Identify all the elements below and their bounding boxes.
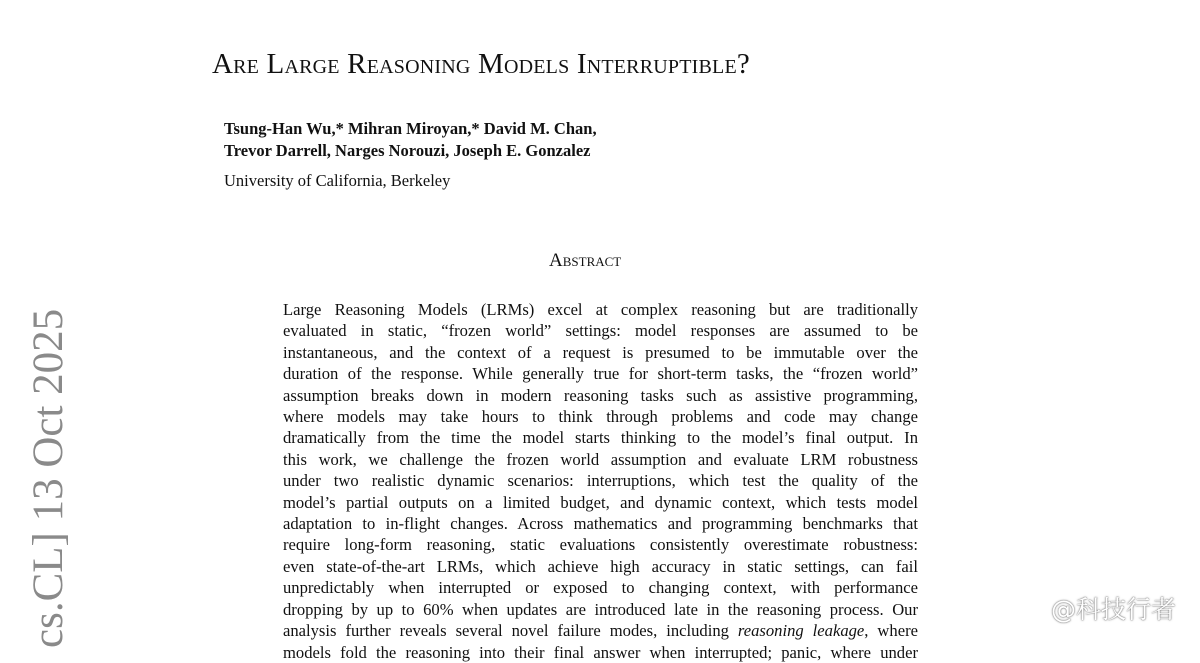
- affiliation: University of California, Berkeley: [224, 171, 451, 190]
- abstract-line: evaluated in static, “frozen world” settings: model responses are assumed to be: [283, 321, 918, 341]
- abstract-line: unpredictably when interrupted or exposed to changing context, with performance: [283, 578, 918, 598]
- abstract-body: [283, 299, 918, 662]
- abstract-line: dropping by up to 60% when updates are introduced late in the reasoning process. Our: [283, 599, 918, 619]
- authors-line-2: Trevor Darrell, Narges Norouzi, Joseph E. Gonzalez: [224, 141, 591, 160]
- abstract-line: where models may take hours to think through problems and code may change: [283, 407, 918, 427]
- abstract-line: even state-of-the-art LRMs, which achieve high accuracy in static settings, can fail: [283, 556, 918, 576]
- abstract-line: assumption breaks down in modern reasoning tasks such as assistive programming,: [283, 385, 918, 405]
- abstract-text: analysis further reveals several novel failure modes, including: [283, 621, 738, 641]
- abstract-line: this work, we challenge the frozen world assumption and evaluate LRM robustness: [283, 449, 918, 469]
- abstract-text: , where: [864, 621, 918, 641]
- abstract-line: Large Reasoning Models (LRMs) excel at complex reasoning but are traditionally: [283, 300, 918, 319]
- abstract-line-cut: models fold the reasoning into their final answer when interrupted; panic, where under: [283, 642, 918, 662]
- abstract-line: adaptation to in-flight changes. Across mathematics and programming benchmarks that: [283, 514, 918, 534]
- watermark-text: @科技行者: [1050, 595, 1176, 624]
- abstract-line: require long-form reasoning, static evaluations consistently overestimate robustness:: [283, 535, 918, 555]
- italic-term: reasoning leakage: [737, 621, 865, 641]
- watermark: [1031, 590, 1176, 626]
- abstract-line-16: [283, 620, 918, 641]
- arxiv-margin-stamp: cs.CL] 13 Oct 2025: [25, 308, 72, 648]
- abstract-line: model’s partial outputs on a limited budget, and dynamic context, which tests model: [283, 492, 918, 512]
- watermark-logo-icon: [1031, 602, 1049, 620]
- abstract-heading: Abstract: [549, 250, 622, 271]
- abstract-line: duration of the response. While generally true for short-term tasks, the “frozen world”: [283, 364, 918, 384]
- abstract-line: under two realistic dynamic scenarios: interruptions, which test the quality of the: [283, 471, 918, 491]
- paper-title: Are Large Reasoning Models Interruptible?: [212, 48, 750, 80]
- abstract-line: dramatically from the time the model starts thinking to the model’s final output. In: [283, 428, 918, 448]
- author-list: [224, 118, 597, 162]
- abstract-line: instantaneous, and the context of a request is presumed to be immutable over the: [283, 342, 918, 362]
- authors-line-1: Tsung-Han Wu,* Mihran Miroyan,* David M. Chan,: [224, 119, 597, 138]
